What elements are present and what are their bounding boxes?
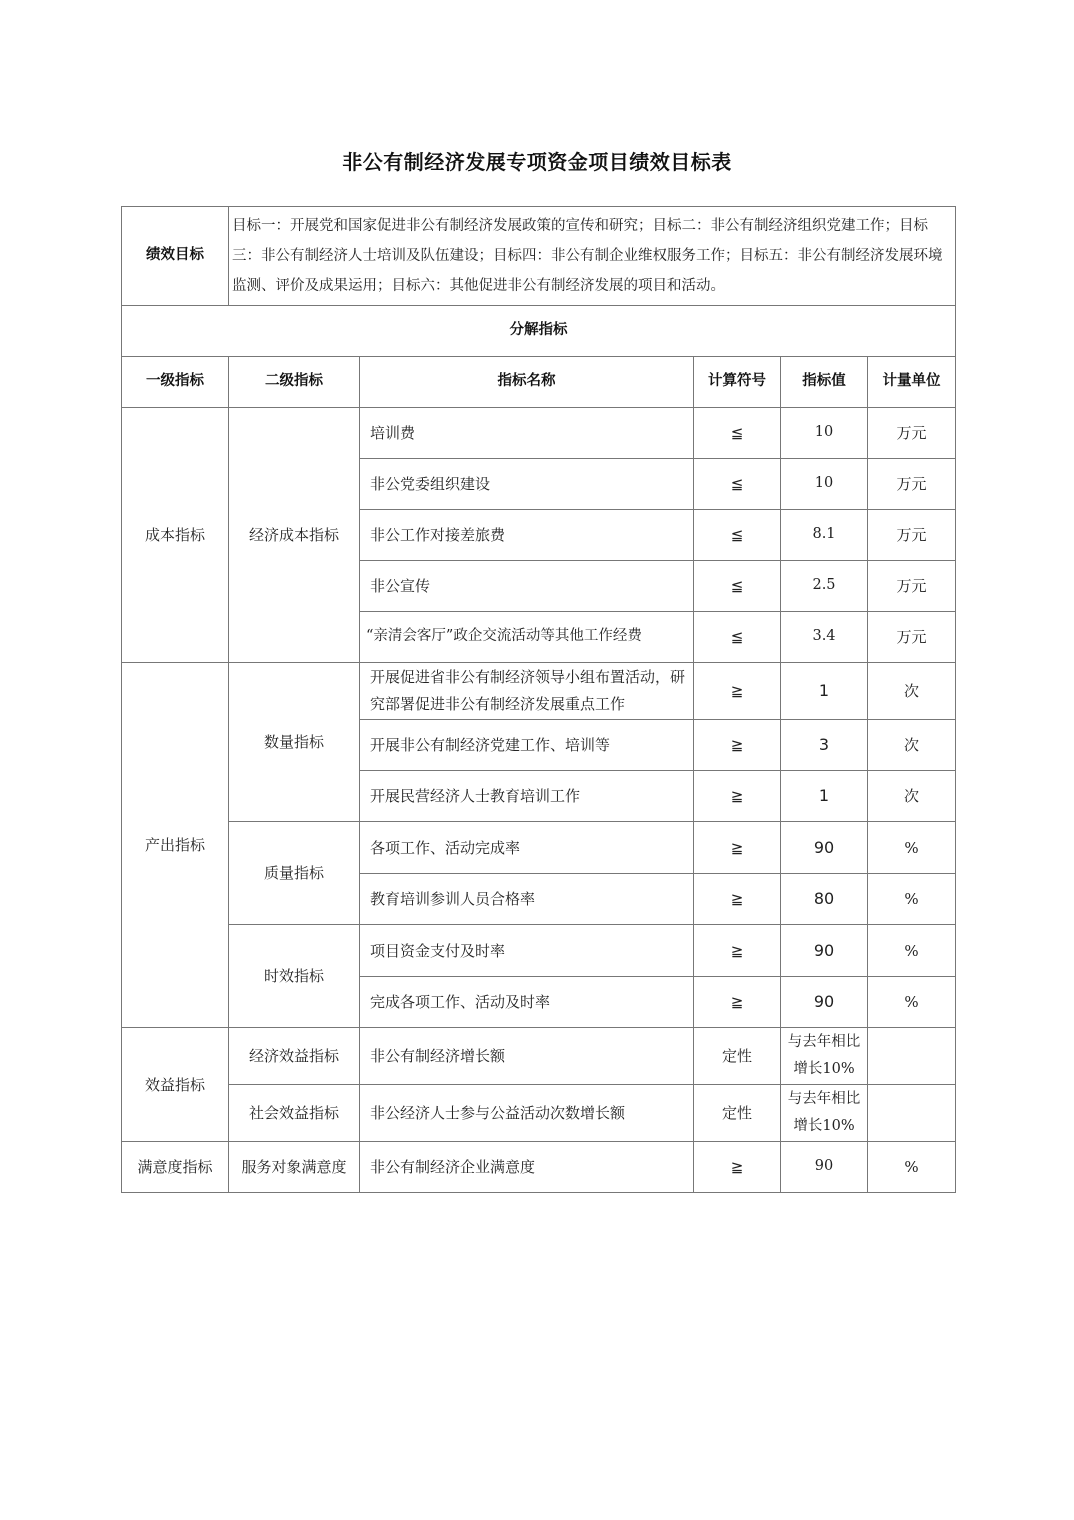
indicator-operator: ≧ [694,874,781,925]
column-header: 二级指标 [229,357,360,408]
indicator-operator: 定性 [694,1028,781,1085]
indicator-value: 10 [781,459,868,510]
indicator-unit: 万元 [868,612,956,663]
indicator-name: 项目资金支付及时率 [360,925,694,977]
indicator-unit: 次 [868,771,956,822]
column-header-row [122,357,956,408]
indicator-unit: 次 [868,720,956,771]
indicator-name: 各项工作、活动完成率 [360,822,694,874]
level1-cell: 产出指标 [122,663,229,1028]
indicator-value: 90 [781,1142,868,1193]
indicator-operator: ≧ [694,663,781,720]
indicator-name: “亲清会客厅”政企交流活动等其他工作经费 [360,612,694,663]
indicator-name: 非公经济人士参与公益活动次数增长额 [360,1085,694,1142]
indicator-name: 开展民营经济人士教育培训工作 [360,771,694,822]
level2-cell: 数量指标 [229,663,360,822]
indicator-value: 90 [781,822,868,874]
level2-cell: 经济效益指标 [229,1028,360,1085]
indicator-operator: ≧ [694,771,781,822]
indicator-operator: ≧ [694,925,781,977]
table-row [122,1028,956,1085]
indicator-operator: ≧ [694,720,781,771]
indicator-value: 2.5 [781,561,868,612]
table-row [122,663,956,720]
indicator-value: 1 [781,663,868,720]
indicator-value: 1 [781,771,868,822]
indicator-value: 90 [781,977,868,1028]
level2-cell: 时效指标 [229,925,360,1028]
indicator-operator: ≧ [694,822,781,874]
table-row [122,822,956,874]
indicator-name: 非公宣传 [360,561,694,612]
performance-target-table [121,206,956,1193]
indicator-unit: % [868,874,956,925]
indicator-operator: ≧ [694,977,781,1028]
indicator-operator: ≧ [694,1142,781,1193]
indicator-name: 非公工作对接差旅费 [360,510,694,561]
level2-cell: 质量指标 [229,822,360,925]
indicator-operator: ≦ [694,459,781,510]
indicator-value: 与去年相比增长10% [781,1085,868,1142]
level1-cell: 满意度指标 [122,1142,229,1193]
indicator-operator: ≦ [694,612,781,663]
indicator-unit [868,1085,956,1142]
level1-cell: 成本指标 [122,408,229,663]
indicator-name: 开展非公有制经济党建工作、培训等 [360,720,694,771]
indicator-unit: % [868,822,956,874]
indicator-unit: 万元 [868,561,956,612]
indicator-operator: 定性 [694,1085,781,1142]
indicator-value: 3.4 [781,612,868,663]
indicator-operator: ≦ [694,561,781,612]
goal-text: 目标一：开展党和国家促进非公有制经济发展政策的宣传和研究；目标二：非公有制经济组织党建工作；目标三：非公有制经济人士培训及队伍建设；目标四：非公有制企业维权服务工作；目标五：非公有制经济发展环境监测、评价及成果运用；目标六：其他促进非公有制经济发展的项目和活动。 [229,207,956,306]
goal-label: 绩效目标 [122,207,229,306]
indicator-name: 开展促进省非公有制经济领导小组布置活动，研究部署促进非公有制经济发展重点工作 [360,663,694,720]
indicator-value: 80 [781,874,868,925]
indicator-unit: % [868,925,956,977]
indicator-name: 非公有制经济企业满意度 [360,1142,694,1193]
indicator-name: 非公党委组织建设 [360,459,694,510]
table-row [122,925,956,977]
indicator-unit [868,1028,956,1085]
column-header: 计量单位 [868,357,956,408]
indicator-name: 非公有制经济增长额 [360,1028,694,1085]
table-row [122,408,956,459]
indicator-unit: % [868,1142,956,1193]
indicator-unit: 万元 [868,408,956,459]
indicator-value: 10 [781,408,868,459]
indicator-name: 完成各项工作、活动及时率 [360,977,694,1028]
indicator-operator: ≦ [694,510,781,561]
indicator-unit: 万元 [868,459,956,510]
indicator-value: 8.1 [781,510,868,561]
indicator-name: 培训费 [360,408,694,459]
indicator-unit: 万元 [868,510,956,561]
indicator-unit: 次 [868,663,956,720]
column-header: 一级指标 [122,357,229,408]
section-header: 分解指标 [122,306,956,357]
indicator-operator: ≦ [694,408,781,459]
level2-cell: 经济成本指标 [229,408,360,663]
level2-cell: 社会效益指标 [229,1085,360,1142]
indicator-value: 3 [781,720,868,771]
indicator-value: 与去年相比增长10% [781,1028,868,1085]
column-header: 计算符号 [694,357,781,408]
document-title: 非公有制经济发展专项资金项目绩效目标表 [342,150,732,174]
indicator-unit: % [868,977,956,1028]
column-header: 指标值 [781,357,868,408]
indicator-name: 教育培训参训人员合格率 [360,874,694,925]
indicator-value: 90 [781,925,868,977]
level2-cell: 服务对象满意度 [229,1142,360,1193]
table-row [122,1085,956,1142]
level1-cell: 效益指标 [122,1028,229,1142]
table-row [122,1142,956,1193]
column-header: 指标名称 [360,357,694,408]
